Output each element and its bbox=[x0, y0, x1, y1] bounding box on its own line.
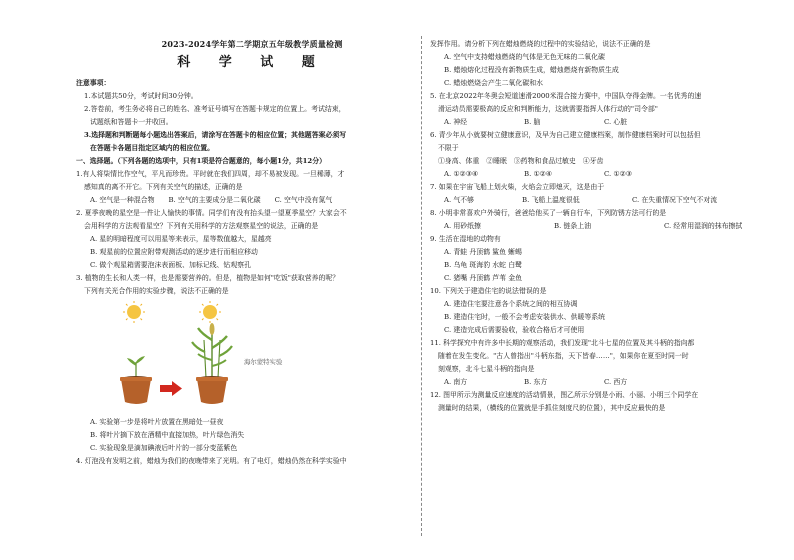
flower-pot-icon bbox=[196, 376, 228, 404]
option-a: A. 星的明暗程度可以用星等来表示，星等数值越大，星越亮 bbox=[90, 235, 272, 243]
option-b: B. ①②④ bbox=[524, 170, 552, 178]
seedling-icon bbox=[127, 356, 145, 378]
question-5-stem: 5. 在北京2022年冬奥会短道速滑2000米混合接力赛中，中国队夺得金牌。一名优秀的速 bbox=[430, 92, 702, 100]
photosynthesis-experiment-figure bbox=[76, 300, 428, 414]
option-b: B. 飞船上温度很低 bbox=[522, 196, 580, 204]
question-11-stem: 刻观察，北斗七星斗柄的指向是 bbox=[438, 365, 535, 373]
question-8-options bbox=[430, 220, 782, 233]
plant-icon bbox=[192, 323, 232, 378]
question-8-stem: 8. 小明非常喜欢户外骑行，爸爸给他买了一辆自行车，下列防锈方法可行的是 bbox=[430, 209, 667, 217]
question-7-stem: 7. 如果在宇宙飞船上划火柴，火焰会立即熄灭，这是由于 bbox=[430, 183, 605, 191]
question-11-options bbox=[430, 376, 782, 389]
question-6-options bbox=[430, 168, 782, 181]
question-4-stem: 4. 灯泡没有发明之前，蜡烛为我们的夜晚带来了光明。有了电灯，蜡烛仍然在科学实验中 bbox=[76, 457, 347, 465]
option-c: C. 做个观星箱需要泡沫表面板、加标记线、钻观察孔 bbox=[90, 261, 251, 269]
option-a: A. ①②③④ bbox=[444, 170, 479, 178]
notice-item: 1.本试题共50分，考试时间30分钟。 bbox=[84, 92, 198, 100]
figure-label: 海尔蒙特实验 bbox=[244, 358, 283, 366]
subject-title: 科 学 试 题 bbox=[177, 55, 327, 70]
question-1-stem: 感知真的离不开它。下列有关空气的描述，正确的是 bbox=[84, 183, 243, 191]
flower-pot-icon bbox=[120, 376, 152, 404]
question-12-stem: 测量时的结果，（横线的位置就是手抓住刻度尺的位置），其中反应最快的是 bbox=[438, 404, 666, 412]
option-b: B. 建造住宅时，一般不会考虑安装供水、供暖等系统 bbox=[444, 313, 606, 321]
option-a: A. 用砂纸擦 bbox=[444, 222, 481, 230]
question-3-stem: 3. 植物的生长和人类一样，也是需要营养的。但是，植物是如何"吃饭"获取营养的呢？ bbox=[76, 274, 340, 282]
option-c: C. 在失重情况下空气不对流 bbox=[632, 196, 718, 204]
option-c: C. 西方 bbox=[604, 378, 628, 386]
section-title: 一、选择题。（下列各题的选项中，只有1项是符合题意的，每小题1分，共12分） bbox=[76, 157, 327, 165]
notice-item: 3.选择题和判断题每小题选出答案后，请涂写在答题卡的相应位置；其他题答案必须写 bbox=[84, 131, 347, 139]
option-c: C. ①②③ bbox=[604, 170, 632, 178]
notice-title: 注意事项： bbox=[76, 79, 111, 87]
question-6-stem: 6. 青少年从小就要树立健康意识，及早为自己建立健康档案，制作健康档案时可以包括但 bbox=[430, 131, 701, 139]
question-2-stem: 2. 夏季夜晚的星空是一件让人愉快的事情。同学们有没有抬头望一望夏季星空？大家会不 bbox=[76, 209, 347, 217]
option-c: C. 经常用湿润的抹布擦拭 bbox=[664, 222, 743, 230]
option-a: A. 神经 bbox=[444, 118, 468, 126]
option-a: A. 建造住宅要注意各个系统之间的相互协调 bbox=[444, 300, 578, 308]
exam-title: 2023-2024学年第二学期京五年级教学质量检测 bbox=[161, 39, 343, 49]
option-c: C. 猪嘴 丹顶鹤 芦苇 金鱼 bbox=[444, 274, 522, 282]
option-a: A. 实验第一步是将叶片放置在黑暗处一昼夜 bbox=[90, 418, 224, 426]
question-5-stem: 滑运动员需要极高的反应和判断能力，这就需要指挥人体行动的"司令部" bbox=[438, 105, 658, 113]
question-4-stem: 发挥作用。请分析下列在蜡烛燃烧的过程中的实验结论，说法不正确的是 bbox=[430, 40, 651, 48]
right-column bbox=[430, 38, 782, 415]
option-a: A. 空气是一种混合物 bbox=[90, 196, 155, 204]
option-a: A. 南方 bbox=[444, 378, 468, 386]
question-6-stem: 不限于 bbox=[438, 144, 459, 152]
notice-item: 在答题卡各题目指定区域内的相应位置。 bbox=[90, 144, 215, 152]
question-1-stem: 1.有人将柒情比作空气，平凡而珍贵。平时就在我们四周，却不易被发现。一旦稀薄，才 bbox=[76, 170, 345, 178]
option-a: A. 青蛙 丹顶鹤 鲨鱼 蜥蜴 bbox=[444, 248, 522, 256]
question-10-stem: 10. 下列关于建造住宅的说法错误的是 bbox=[430, 287, 547, 295]
experiment-illustration bbox=[112, 300, 242, 412]
option-c: C. 建造完成后需要验收，验收合格后才可使用 bbox=[444, 326, 585, 334]
notice-item: 2.答卷前，考生务必将自己的姓名、准考证号填写在答题卡规定的位置上。考试结束， bbox=[84, 105, 346, 113]
question-11-stem: 随着在发生变化。"古人曾指出"斗柄东指，天下皆春……"，如果你在夏至时同一时 bbox=[438, 352, 689, 360]
option-b: B. 将叶片摘下放在酒精中直接加热，叶片绿色消失 bbox=[90, 431, 245, 439]
option-b: B. 东方 bbox=[524, 378, 548, 386]
question-2-stem: 会用科学的方法观看星空？下列有关用科学的方法观察星空的说法，正确的是 bbox=[84, 222, 319, 230]
question-11-stem: 11. 科学探究中有许多中长期的观察活动，我们发现"北斗七星的位置及其斗柄的指向都 bbox=[430, 339, 695, 347]
arrow-right-icon bbox=[160, 381, 182, 396]
option-b: B. 脑 bbox=[524, 118, 541, 126]
option-b: B. 蜡烛熔化过程没有新物质生成，蜡烛燃烧有新物质生成 bbox=[444, 66, 619, 74]
option-b: B. 空气的主要成分是二氧化碳 bbox=[168, 196, 261, 204]
option-c: C. 心脏 bbox=[604, 118, 628, 126]
question-12-stem: 12. 图甲所示为测量反应速度的活动情景，图乙所示分别是小雨、小丽、小明三个同学在 bbox=[430, 391, 699, 399]
option-a: A. 空气中支持蜡烛燃烧的气体是无色无味的二氧化碳 bbox=[444, 53, 605, 61]
option-c: C. 实验现象是滴加碘液后叶片的一部分变蓝紫色 bbox=[90, 444, 238, 452]
question-1-options bbox=[76, 194, 428, 207]
question-9-stem: 9. 生活在湿地的动物有 bbox=[430, 235, 501, 243]
question-3-stem: 下列有关光合作用的实验步骤，说法不正确的是 bbox=[84, 287, 229, 295]
option-c: C. 蜡烛燃烧会产生二氧化碳和水 bbox=[444, 79, 543, 87]
question-7-options bbox=[430, 194, 782, 207]
option-c: C. 空气中没有氮气 bbox=[274, 196, 333, 204]
sun-icon bbox=[123, 301, 145, 323]
question-5-options bbox=[430, 116, 782, 129]
left-column bbox=[76, 38, 428, 468]
sun-icon bbox=[199, 301, 221, 323]
option-b: B. 观星前的位置应附带观测活动的逐步进行而相应移动 bbox=[90, 248, 258, 256]
option-b: B. 链条上油 bbox=[554, 222, 592, 230]
option-b: B. 乌龟 斑海豹 水蛇 白鹭 bbox=[444, 261, 523, 269]
option-a: A. 气不够 bbox=[444, 196, 475, 204]
notice-item: 试题纸和答题卡一并收回。 bbox=[90, 118, 173, 126]
question-6-items: ①身高、体重 ②睡眠 ③药物和食品过敏史 ④牙齿 bbox=[438, 157, 604, 165]
